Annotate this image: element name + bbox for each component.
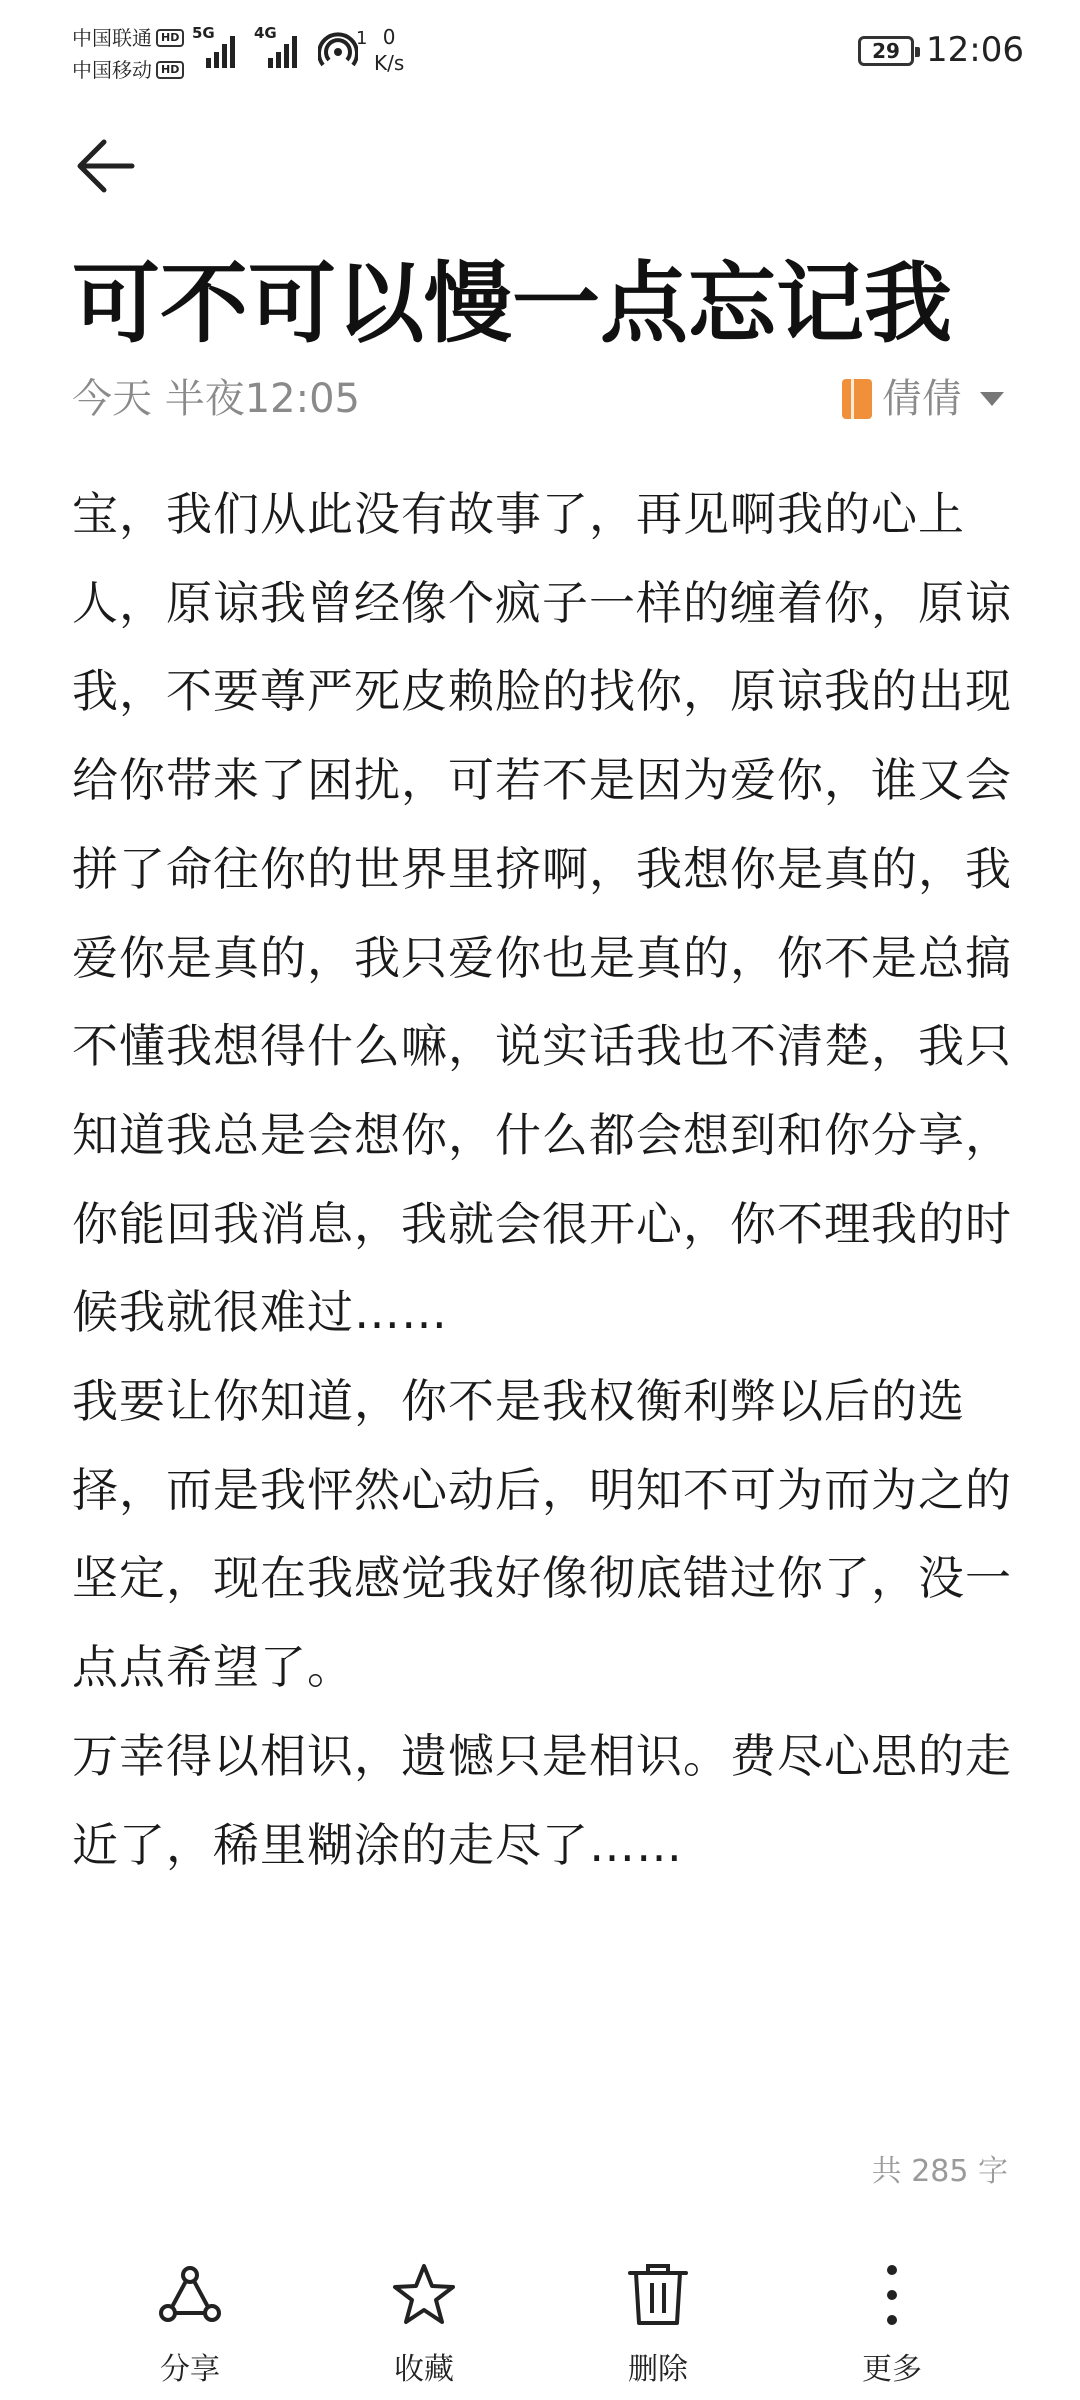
- share-button[interactable]: [120, 2260, 260, 2390]
- folder-name: 倩倩: [882, 376, 962, 422]
- hotspot-count: 1: [356, 28, 368, 49]
- status-bar: [0, 0, 1080, 100]
- note-body[interactable]: [72, 470, 1012, 1889]
- status-time: 12:06: [926, 30, 1024, 70]
- carrier-1: 中国联通: [72, 26, 152, 50]
- more-label: 更多: [862, 2352, 922, 2387]
- note-date: 今天 半夜12:05: [72, 376, 360, 422]
- notebook-icon: [842, 379, 872, 419]
- favorite-label: 收藏: [394, 2352, 454, 2387]
- paragraph-2: 我要让你知道，你不是我权衡利弊以后的选择，而是我怦然心动后，明知不可为而为之的坚定，现在我感觉我好像彻底错过你了，没一点点希望了。: [72, 1374, 1012, 1695]
- share-label: 分享: [160, 2352, 220, 2387]
- more-button[interactable]: [822, 2260, 962, 2390]
- bottom-toolbar: [0, 2250, 1080, 2400]
- signal-4g-icon: 4G: [254, 28, 300, 68]
- trash-icon: [626, 2261, 690, 2329]
- note-title[interactable]: 可不可以慢一点忘记我: [72, 252, 953, 355]
- paragraph-3: 万幸得以相识，遗憾只是相识。费尽心思的走近了，稀里糊涂的走尽了……: [72, 1728, 1012, 1872]
- signal-indicators: [192, 24, 300, 68]
- hd-badge-1: HD: [156, 29, 184, 47]
- back-button[interactable]: [68, 128, 144, 204]
- hd-badge-2: HD: [156, 61, 184, 79]
- favorite-button[interactable]: [354, 2260, 494, 2390]
- share-icon: [158, 2263, 222, 2327]
- signal-5g-icon: 5G: [192, 28, 238, 68]
- hotspot-icon: [318, 30, 358, 70]
- folder-selector[interactable]: [842, 372, 1004, 426]
- word-count: 共 285 字: [871, 2154, 1008, 2189]
- network-speed: 0 K/s: [374, 25, 405, 75]
- more-vertical-icon: [882, 2262, 902, 2328]
- back-arrow-icon: [74, 134, 138, 198]
- delete-button[interactable]: [588, 2260, 728, 2390]
- carrier-2: 中国移动: [72, 58, 152, 82]
- carrier-info: [72, 22, 184, 86]
- battery-icon: 29: [858, 36, 914, 66]
- paragraph-1: 宝，我们从此没有故事了，再见啊我的心上人，原谅我曾经像个疯子一样的缠着你，原谅我，不要尊严死皮赖脸的找你，原谅我的出现给你带来了困扰，可若不是因为爱你，谁又会拼了命往你的世界里挤啊，我想你是真的，我爱你是真的，我只爱你也是真的，你不是总搞不懂我想得什么嘛，说实话我也不清楚，我只知道我总是会想你，什么都会想到和你分享，你能回我消息，我就会很开心，你不理我的时候我就很难过……: [72, 487, 1012, 1340]
- chevron-down-icon: [980, 392, 1004, 406]
- delete-label: 删除: [628, 2352, 688, 2387]
- star-icon: [391, 2262, 457, 2328]
